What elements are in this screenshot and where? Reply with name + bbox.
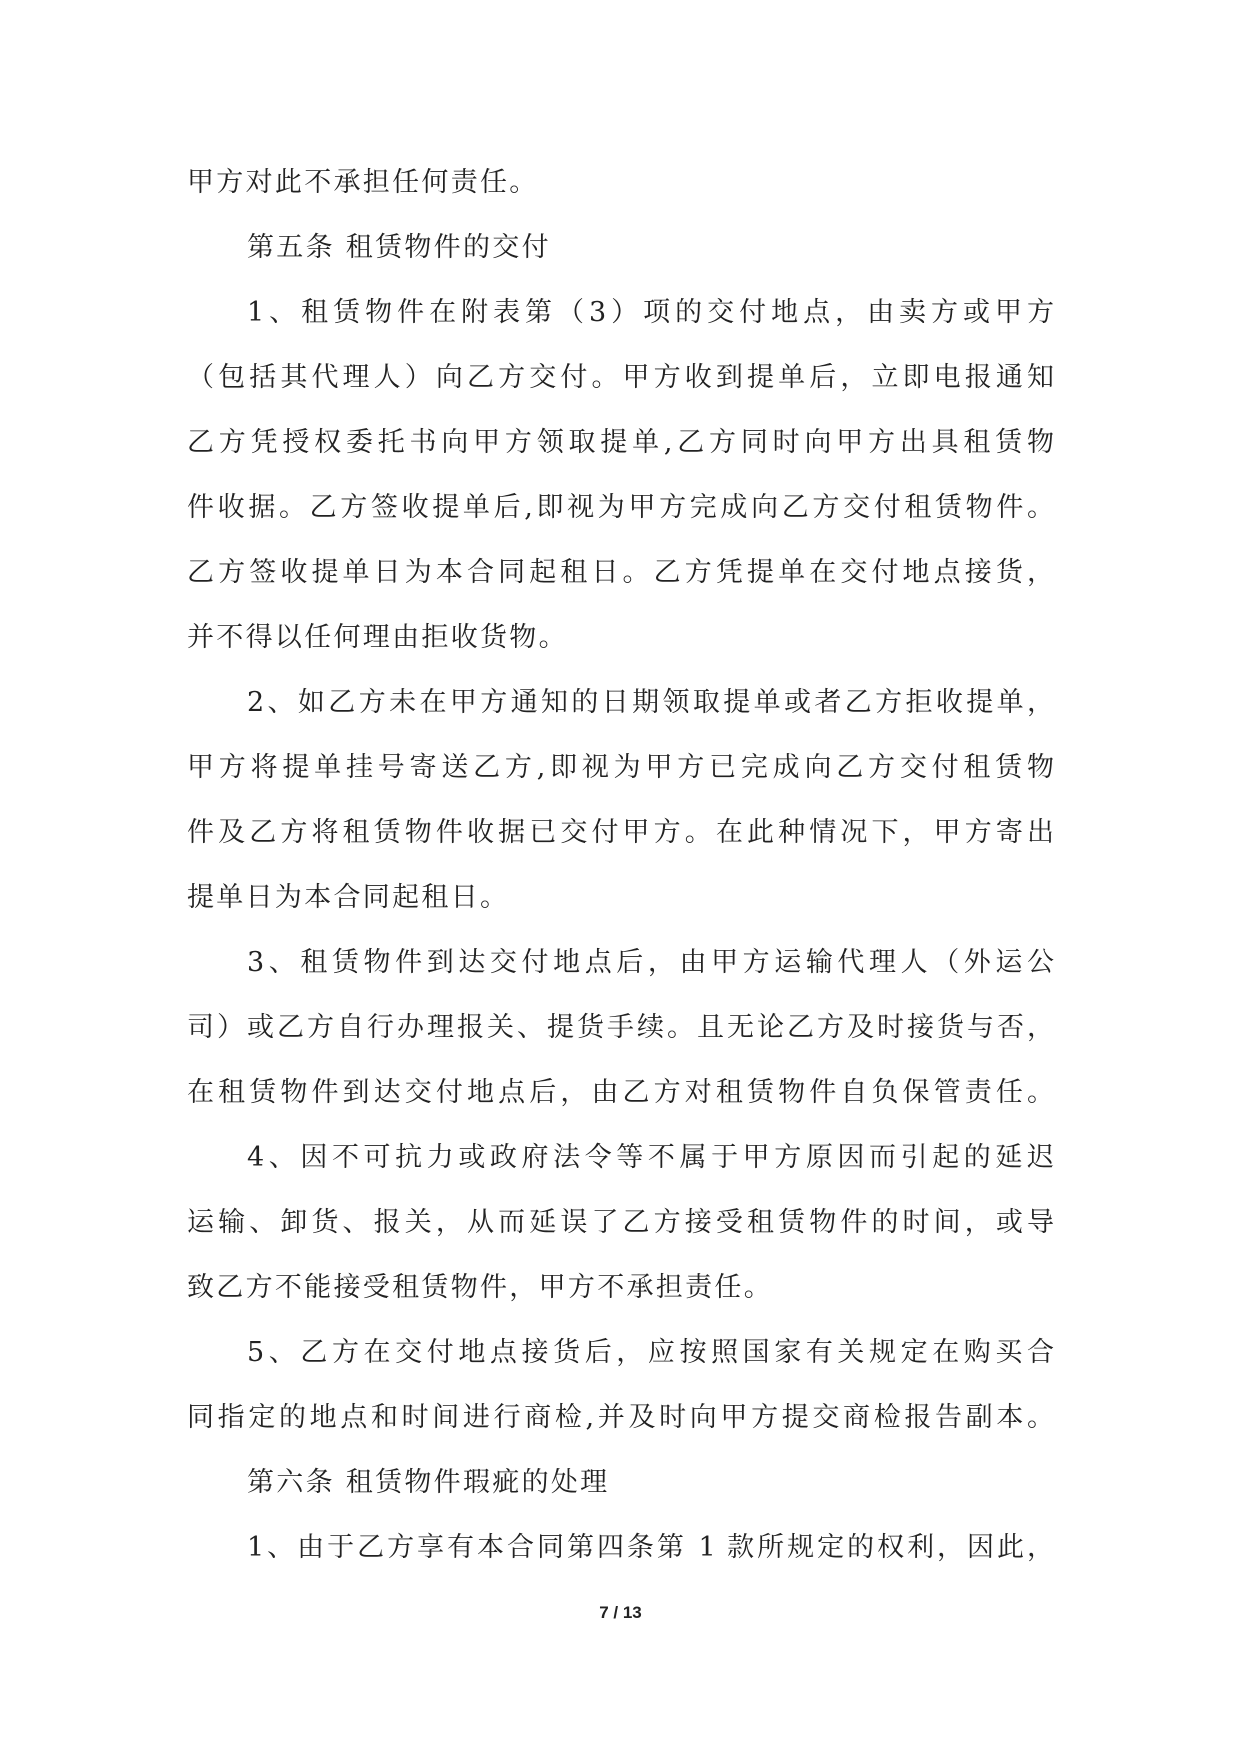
article-heading-6 (187, 1450, 1054, 1515)
article-heading-text: 第六条 租赁物件瑕疵的处理 (247, 1467, 610, 1498)
text-line: （包括其代理人）向乙方交付。甲方收到提单后，立即电报通知 (187, 362, 1054, 393)
paragraph-continuation (187, 150, 1054, 215)
text-line: 5、乙方在交付地点接货后，应按照国家有关规定在购买合 (247, 1337, 1054, 1368)
text-line: 甲方对此不承担任何责任。 (187, 167, 539, 198)
clause-paragraph-3 (187, 930, 1054, 1125)
text-line: 同指定的地点和时间进行商检,并及时向甲方提交商检报告副本。 (187, 1402, 1054, 1433)
article-heading-text: 第五条 租赁物件的交付 (247, 232, 551, 263)
text-line: 乙方签收提单日为本合同起租日。乙方凭提单在交付地点接货， (187, 557, 1054, 588)
clause-paragraph-6-1 (187, 1515, 1054, 1580)
text-line: 3、租赁物件到达交付地点后，由甲方运输代理人（外运公 (247, 947, 1054, 978)
text-line: 运输、卸货、报关，从而延误了乙方接受租赁物件的时间，或导 (187, 1207, 1054, 1238)
text-line: 致乙方不能接受租赁物件，甲方不承担责任。 (187, 1272, 773, 1303)
text-line: 2、如乙方未在甲方通知的日期领取提单或者乙方拒收提单， (247, 687, 1054, 718)
text-line: 4、因不可抗力或政府法令等不属于甲方原因而引起的延迟 (247, 1142, 1054, 1173)
clause-paragraph-1 (187, 280, 1054, 670)
article-heading-5 (187, 215, 1054, 280)
page-number: 7 / 13 (599, 1603, 642, 1622)
text-line: 提单日为本合同起租日。 (187, 882, 510, 913)
text-line: 并不得以任何理由拒收货物。 (187, 622, 568, 653)
clause-paragraph-2 (187, 670, 1054, 930)
text-line: 乙方凭授权委托书向甲方领取提单,乙方同时向甲方出具租赁物 (187, 427, 1054, 458)
clause-paragraph-4 (187, 1125, 1054, 1320)
text-line: 1、租赁物件在附表第（3）项的交付地点，由卖方或甲方 (247, 297, 1054, 328)
text-line: 件收据。乙方签收提单后,即视为甲方完成向乙方交付租赁物件。 (187, 492, 1054, 523)
text-line: 1、由于乙方享有本合同第四条第 1 款所规定的权利，因此， (247, 1532, 1054, 1563)
text-line: 司）或乙方自行办理报关、提货手续。且无论乙方及时接货与否， (187, 1012, 1054, 1043)
document-body (187, 150, 1054, 1580)
text-line: 件及乙方将租赁物件收据已交付甲方。在此种情况下，甲方寄出 (187, 817, 1054, 848)
clause-paragraph-5 (187, 1320, 1054, 1450)
text-line: 甲方将提单挂号寄送乙方,即视为甲方已完成向乙方交付租赁物 (187, 752, 1054, 783)
text-line: 在租赁物件到达交付地点后，由乙方对租赁物件自负保管责任。 (187, 1077, 1054, 1108)
